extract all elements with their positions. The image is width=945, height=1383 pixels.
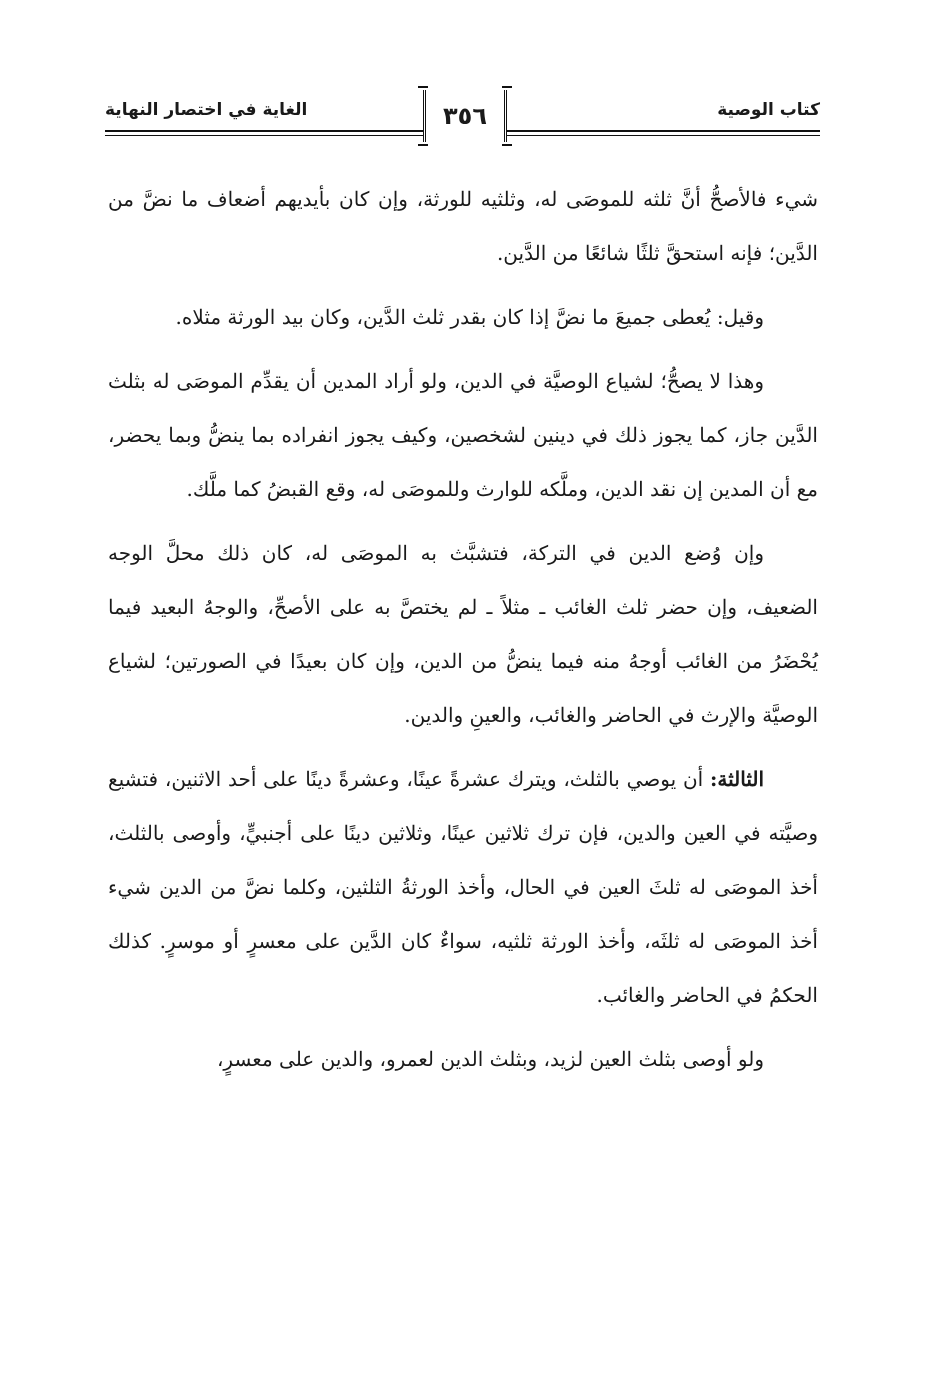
page-number: ٣٥٦ [443,102,487,130]
paragraph-text: شيء فالأصحُّ أنَّ ثلثه للموصَى له، وثلثيه للورثة، وإن كان بأيديهم أضعاف ما نضَّ من الدَّين؛ فإنه استحقَّ ثلثًا شائعًا من الدَّين. [108,187,818,265]
chapter-title: كتاب الوصية [717,100,820,120]
paragraph-text: ولو أوصى بثلث العين لزيد، وبثلث الدين لعمرو، والدين على معسرٍ، [216,1047,764,1071]
paragraph-2 [108,290,818,344]
paragraph-text: وهذا لا يصحُّ؛ لشياع الوصيَّة في الدين، ولو أراد المدين أن يقدِّم الموصَى له بثلث الدَّين جاز، كما يجوز ذلك في دينين لشخصين، وكيف يجوز انفراده بما ينضُّ وبما يحضر، مع أن المدين إن نقد الدين، وملَّكه للوارث وللموصَى له، وقع القبضُ كما ملَّك. [108,369,818,501]
paragraph-text: أن يوصي بالثلث، ويترك عشرةً عينًا، وعشرةً دينًا على أحد الاثنين، فتشيع وصيَّته في العين والدين، فإن ترك ثلاثين عينًا، وثلاثين دينًا على أجنبيٍّ، وأوصى بالثلث، أخذ الموصَى له ثلثَ العين في الحال، وأخذ الورثةُ الثلثين، وكلما نضَّ من الدين شيء أخذ الموصَى له ثلثَه، وأخذ الورثة ثلثيه، سواءٌ كان الدَّين على معسرٍ أو موسرٍ. كذلك الحكمُ في الحاضر والغائب. [108,767,818,1007]
paragraph-6 [108,1032,818,1086]
paragraph-5 [108,752,818,1022]
paragraph-3 [108,354,818,516]
book-title: الغاية في اختصار النهاية [105,100,308,120]
paragraph-lead: الثالثة: [709,767,764,791]
paragraph-text: وقيل: يُعطى جميعَ ما نضَّ إذا كان بقدر ثلث الدَّين، وكان بيد الورثة مثلاه. [175,305,764,329]
paragraph-text: وإن وُضع الدين في التركة، فتشبَّث به الموصَى له، كان ذلك محلَّ الوجه الضعيف، وإن حضر ثلث الغائب ـ مثلاً ـ لم يختصَّ به على الأصحِّ، والوجهُ البعيد فيما يُحْضَرُ من الغائب أوجهُ منه فيما ينضُّ من الدين، وإن كان بعيدًا في الصورتين؛ لشياع الوصيَّة والإرث في الحاضر والغائب، والعينِ والدين. [108,541,818,727]
main-text [108,172,818,1096]
running-header [105,78,820,158]
page-number-box [423,90,507,142]
paragraph-1 [108,172,818,280]
paragraph-4 [108,526,818,742]
